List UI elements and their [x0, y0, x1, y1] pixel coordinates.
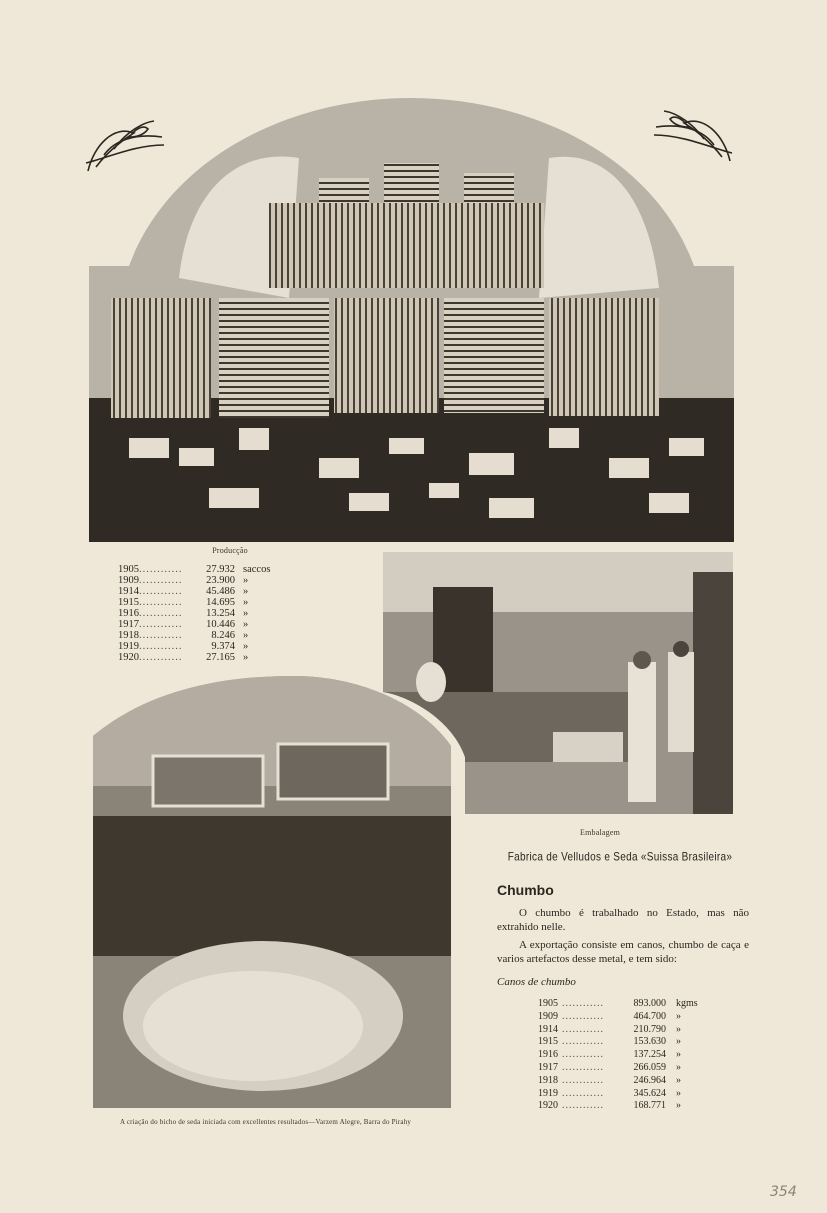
value-cell: 137.254 — [633, 1049, 666, 1061]
unit-cell: » — [243, 630, 249, 641]
year-cell: 1916 — [538, 1049, 558, 1061]
table-row — [118, 641, 270, 652]
value-cell: 210.790 — [633, 1023, 666, 1035]
year-cell: 1909 — [538, 1010, 558, 1022]
leader-dots: ............ — [139, 608, 183, 619]
table-row — [538, 1024, 698, 1037]
production-title: Producção — [212, 546, 248, 555]
year-cell: 1905 — [538, 998, 558, 1009]
unit-cell: » — [243, 586, 249, 597]
year-cell: 1914 — [118, 586, 139, 597]
chumbo-para2: A exportação consiste em canos, chumbo de caça e varios artefactos desse metal, e tem sido: — [497, 939, 749, 965]
leader-dots: ............ — [562, 1061, 604, 1073]
leader-dots: ............ — [562, 1036, 604, 1048]
year-cell: 1918 — [538, 1074, 558, 1086]
year-cell: 1905 — [118, 564, 139, 575]
leader-dots: ............ — [562, 1023, 604, 1035]
table-row — [538, 998, 698, 1011]
table-row — [538, 1049, 698, 1062]
table-row — [538, 1011, 698, 1024]
value-cell: 10.446 — [206, 619, 235, 630]
silkworm-photo — [93, 676, 451, 1108]
leader-dots: ............ — [562, 1049, 604, 1061]
year-cell: 1919 — [538, 1087, 558, 1099]
unit-cell: » — [676, 1010, 681, 1022]
value-cell: 168.771 — [633, 1100, 666, 1112]
table-row — [118, 597, 270, 608]
table-row — [118, 608, 270, 619]
value-cell: 464.700 — [633, 1010, 666, 1022]
year-cell: 1919 — [118, 641, 139, 652]
value-cell: 13.254 — [206, 608, 235, 619]
value-cell: 23.900 — [206, 575, 235, 586]
unit-cell: » — [676, 1074, 681, 1086]
chumbo-table — [538, 998, 698, 1113]
value-cell: 893.000 — [633, 998, 666, 1009]
year-cell: 1920 — [118, 652, 139, 663]
unit-cell: saccos — [243, 564, 271, 575]
year-cell: 1917 — [538, 1061, 558, 1073]
leader-dots: ............ — [139, 564, 183, 575]
leader-dots: ............ — [139, 652, 183, 663]
year-cell: 1917 — [118, 619, 139, 630]
table-row — [538, 1075, 698, 1088]
table-row — [538, 1088, 698, 1101]
page-number: 354 — [770, 1184, 797, 1200]
value-cell: 345.624 — [633, 1087, 666, 1099]
year-cell: 1915 — [118, 597, 139, 608]
table-row — [118, 652, 270, 663]
leader-dots: ............ — [139, 619, 183, 630]
value-cell: 27.932 — [206, 564, 235, 575]
value-cell: 45.486 — [206, 586, 235, 597]
embalagem-caption: Embalagem — [579, 828, 620, 837]
unit-cell: » — [676, 1023, 681, 1035]
leader-dots: ............ — [562, 1087, 604, 1099]
value-cell: 8.246 — [211, 630, 235, 641]
unit-cell: » — [243, 597, 249, 608]
table-row — [118, 564, 270, 575]
chumbo-title: Chumbo — [497, 882, 554, 898]
leader-dots: ............ — [562, 998, 604, 1009]
leader-dots: ............ — [139, 575, 183, 586]
value-cell: 266.059 — [633, 1061, 666, 1073]
unit-cell: » — [243, 608, 249, 619]
year-cell: 1909 — [118, 575, 139, 586]
fabric-caption: Fabrica de Velludos e Seda «Suissa Brasileira» — [507, 851, 733, 864]
year-cell: 1918 — [118, 630, 139, 641]
table-row — [118, 586, 270, 597]
table-row — [538, 1100, 698, 1113]
leader-dots: ............ — [139, 597, 183, 608]
year-cell: 1915 — [538, 1036, 558, 1048]
value-cell: 246.964 — [633, 1074, 666, 1086]
year-cell: 1914 — [538, 1023, 558, 1035]
leader-dots: ............ — [139, 630, 183, 641]
value-cell: 27.165 — [206, 652, 235, 663]
chumbo-para1: O chumbo é trabalhado no Estado, mas não extrahido nelle. — [497, 907, 749, 933]
silkworm-caption: A criação do bicho de seda iniciada com excellentes resultados—Varzem Alegre, Barra do Pirahy — [120, 1118, 412, 1126]
year-cell: 1920 — [538, 1100, 558, 1112]
leader-dots: ............ — [139, 641, 183, 652]
unit-cell: » — [243, 652, 249, 663]
top-photo — [89, 98, 734, 542]
table-row — [538, 1062, 698, 1075]
unit-cell: » — [243, 641, 249, 652]
value-cell: 14.695 — [206, 597, 235, 608]
chumbo-subhead: Canos de chumbo — [497, 976, 576, 988]
leader-dots: ............ — [139, 586, 183, 597]
unit-cell: » — [676, 1100, 681, 1112]
leader-dots: ............ — [562, 1100, 604, 1112]
table-row — [118, 575, 270, 586]
table-row — [118, 619, 270, 630]
year-cell: 1916 — [118, 608, 139, 619]
table-row — [118, 630, 270, 641]
unit-cell: kgms — [676, 998, 698, 1009]
value-cell: 153.630 — [633, 1036, 666, 1048]
unit-cell: » — [243, 619, 249, 630]
production-table — [118, 564, 270, 663]
table-row — [538, 1036, 698, 1049]
leader-dots: ............ — [562, 1074, 604, 1086]
unit-cell: » — [676, 1036, 681, 1048]
unit-cell: » — [676, 1049, 681, 1061]
leader-dots: ............ — [562, 1010, 604, 1022]
unit-cell: » — [676, 1061, 681, 1073]
unit-cell: » — [243, 575, 249, 586]
unit-cell: » — [676, 1087, 681, 1099]
value-cell: 9.374 — [211, 641, 235, 652]
